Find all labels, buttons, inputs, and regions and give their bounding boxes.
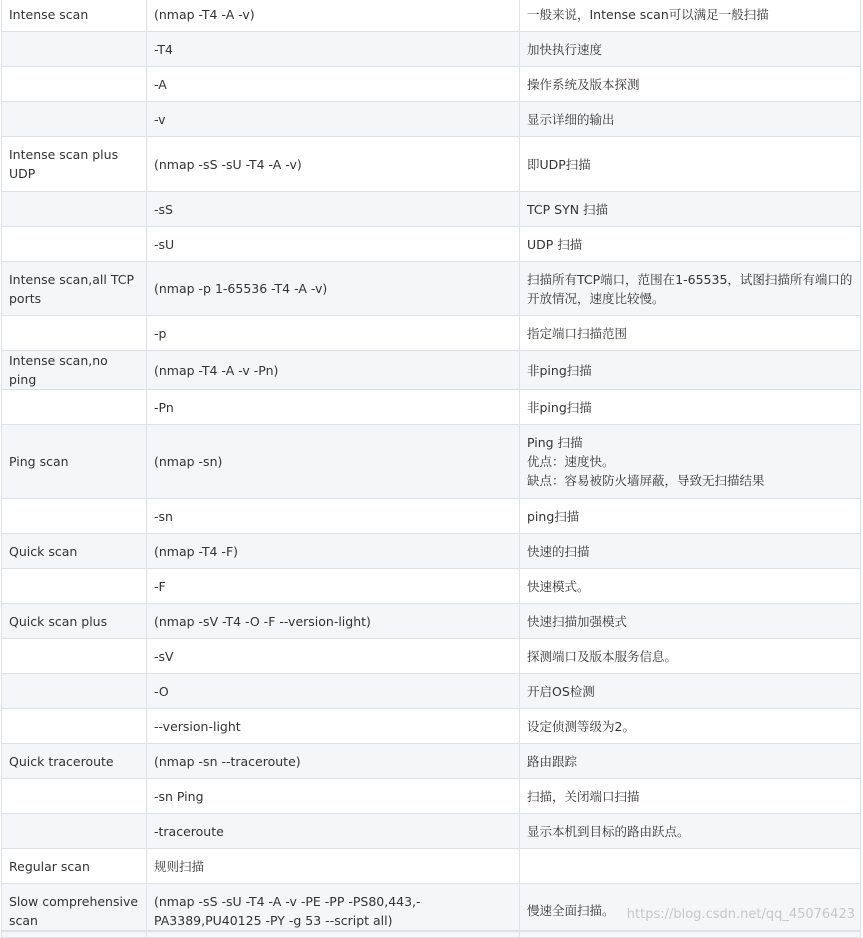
scan-name-cell: Intense scan	[2, 0, 147, 32]
command-cell: -traceroute	[147, 814, 520, 849]
description-cell: 慢速全面扫描。	[520, 884, 861, 938]
table-row	[2, 744, 861, 779]
scan-name-cell	[2, 569, 147, 604]
table-row	[2, 0, 861, 32]
command-cell: -sV	[147, 639, 520, 674]
scan-name-cell	[2, 192, 147, 227]
description-cell: UDP 扫描	[520, 227, 861, 262]
scan-name-cell: Ping scan	[2, 425, 147, 499]
table-row	[2, 227, 861, 262]
scan-name-cell	[2, 316, 147, 351]
table-row	[2, 137, 861, 192]
description-cell: 非ping扫描	[520, 351, 861, 390]
scan-name-cell	[2, 674, 147, 709]
description-cell	[520, 849, 861, 884]
command-cell: (nmap -p 1-65536 -T4 -A -v)	[147, 262, 520, 316]
scan-name-cell	[2, 32, 147, 67]
description-cell: 开启OS检测	[520, 674, 861, 709]
scan-name-cell	[2, 67, 147, 102]
table-row	[2, 390, 861, 425]
scan-name-cell	[2, 779, 147, 814]
scan-name-cell: Regular scan	[2, 849, 147, 884]
table-row	[2, 534, 861, 569]
command-cell: -p	[147, 316, 520, 351]
scan-name-cell	[2, 227, 147, 262]
description-cell: 快速的扫描	[520, 534, 861, 569]
table-row	[2, 316, 861, 351]
scan-name-cell	[2, 639, 147, 674]
description-cell: 非ping扫描	[520, 390, 861, 425]
scan-name-cell	[2, 499, 147, 534]
command-cell: -Pn	[147, 390, 520, 425]
table-row	[2, 102, 861, 137]
table-row	[2, 32, 861, 67]
table-row	[2, 67, 861, 102]
scan-name-cell	[2, 814, 147, 849]
command-cell: (nmap -T4 -F)	[147, 534, 520, 569]
description-cell: 快速模式。	[520, 569, 861, 604]
command-cell: -sS	[147, 192, 520, 227]
table-row	[2, 499, 861, 534]
command-cell: (nmap -sn --traceroute)	[147, 744, 520, 779]
scan-name-cell: Quick traceroute	[2, 744, 147, 779]
table-row	[2, 569, 861, 604]
table-row	[2, 262, 861, 316]
description-cell: 指定端口扫描范围	[520, 316, 861, 351]
description-cell: 显示本机到目标的路由跃点。	[520, 814, 861, 849]
scan-name-cell: Intense scan,all TCP ports	[2, 262, 147, 316]
description-cell: 路由跟踪	[520, 744, 861, 779]
command-cell: (nmap -sn)	[147, 425, 520, 499]
description-cell: 操作系统及版本探测	[520, 67, 861, 102]
description-cell: 扫描，关闭端口扫描	[520, 779, 861, 814]
command-cell: -O	[147, 674, 520, 709]
description-cell: 探测端口及版本服务信息。	[520, 639, 861, 674]
description-cell: 显示详细的输出	[520, 102, 861, 137]
description-cell: Ping 扫描 优点：速度快。 缺点：容易被防火墙屏蔽，导致无扫描结果	[520, 425, 861, 499]
description-cell: TCP SYN 扫描	[520, 192, 861, 227]
command-cell: 规则扫描	[147, 849, 520, 884]
scan-name-cell: Intense scan,no ping	[2, 351, 147, 390]
scan-name-cell: Quick scan plus	[2, 604, 147, 639]
scan-name-cell	[2, 709, 147, 744]
command-cell: (nmap -T4 -A -v)	[147, 0, 520, 32]
command-cell: (nmap -sS -sU -T4 -A -v -PE -PP -PS80,443,-PA3389,PU40125 -PY -g 53 --script all)	[147, 884, 520, 938]
description-cell: 扫描所有TCP端口，范围在1-65535，试图扫描所有端口的开放情况，速度比较慢。	[520, 262, 861, 316]
table-row	[2, 709, 861, 744]
scan-name-cell: Slow comprehensive scan	[2, 884, 147, 938]
table-row	[2, 779, 861, 814]
watermark-text: https://blog.csdn.net/qq_45076423	[626, 907, 855, 922]
command-cell: -sn Ping	[147, 779, 520, 814]
table-row	[2, 192, 861, 227]
command-cell: -F	[147, 569, 520, 604]
description-cell: ping扫描	[520, 499, 861, 534]
table-row	[2, 814, 861, 849]
description-cell: 一般来说，Intense scan可以满足一般扫描	[520, 0, 861, 32]
table-row	[2, 849, 861, 884]
scan-name-cell	[2, 102, 147, 137]
description-cell: 加快执行速度	[520, 32, 861, 67]
table-row	[2, 351, 861, 390]
command-cell: -A	[147, 67, 520, 102]
command-cell: (nmap -sV -T4 -O -F --version-light)	[147, 604, 520, 639]
scan-name-cell	[2, 390, 147, 425]
table-row	[2, 604, 861, 639]
scan-name-cell: Quick scan	[2, 534, 147, 569]
table-row	[2, 425, 861, 499]
table-row	[2, 674, 861, 709]
scan-name-cell: Intense scan plus UDP	[2, 137, 147, 192]
command-cell: --version-light	[147, 709, 520, 744]
nmap-scan-table	[1, 0, 861, 938]
command-cell: (nmap -sS -sU -T4 -A -v)	[147, 137, 520, 192]
command-cell: -sU	[147, 227, 520, 262]
command-cell: -sn	[147, 499, 520, 534]
description-cell: 设定侦测等级为2。	[520, 709, 861, 744]
command-cell: (nmap -T4 -A -v -Pn)	[147, 351, 520, 390]
description-cell: 即UDP扫描	[520, 137, 861, 192]
command-cell: -T4	[147, 32, 520, 67]
description-cell: 快速扫描加强模式	[520, 604, 861, 639]
command-cell: -v	[147, 102, 520, 137]
table-row	[2, 639, 861, 674]
